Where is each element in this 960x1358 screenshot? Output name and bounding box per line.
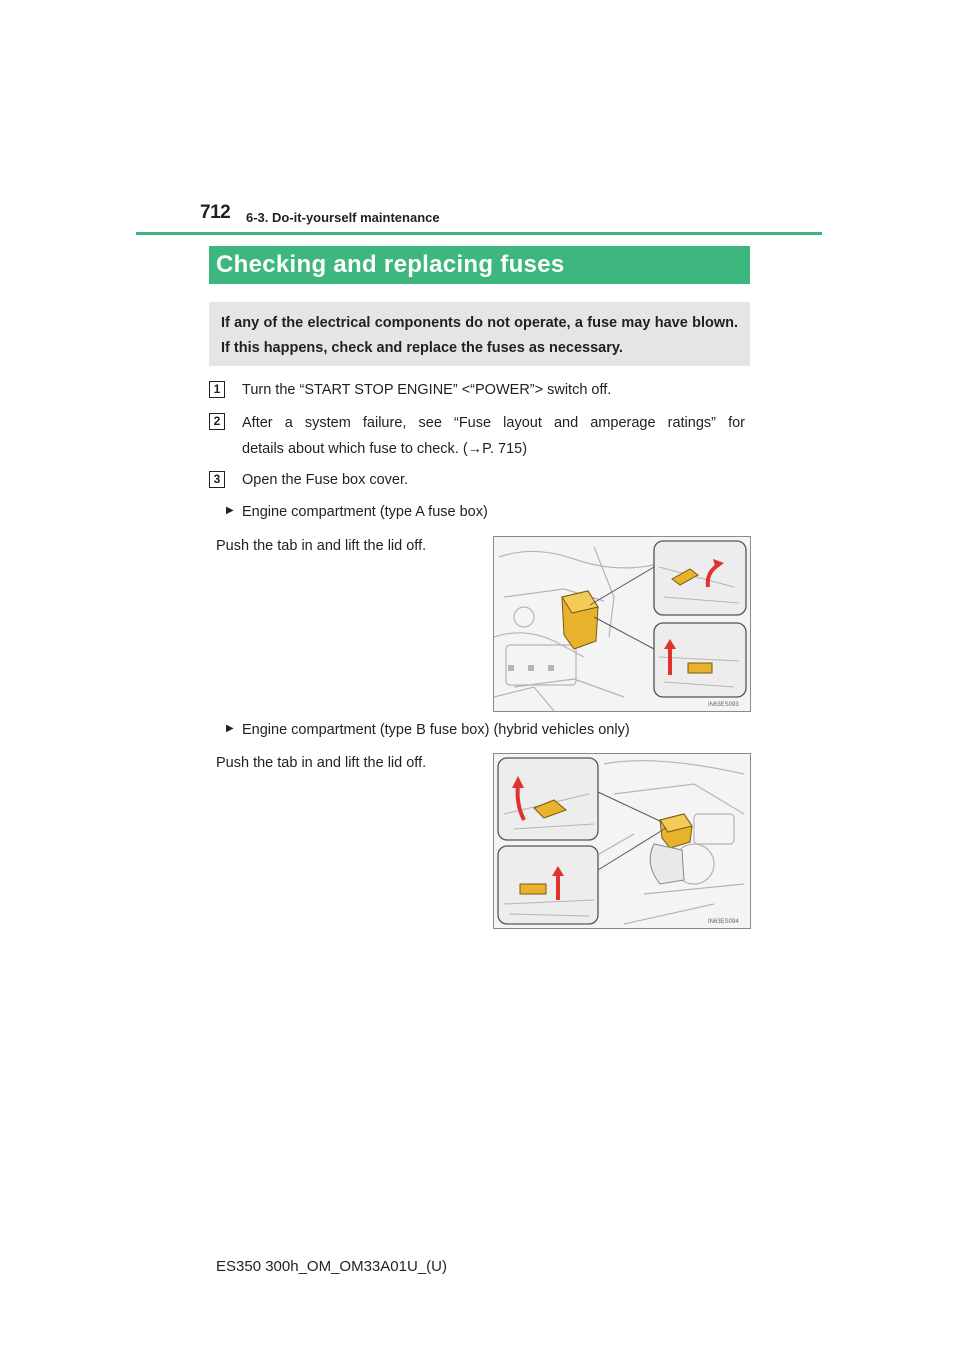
intro-box: If any of the electrical components do not operate, a fuse may have blown. If this happens, check and replace the fuses as necessary. xyxy=(209,302,750,366)
step-text-1: Turn the “START STOP ENGINE” <“POWER”> switch off. xyxy=(242,382,612,398)
section-a-heading: Engine compartment (type A fuse box) xyxy=(242,504,488,520)
figure-type-b-fuse-box xyxy=(493,753,751,929)
section-b-heading: Engine compartment (type B fuse box) (hybrid vehicles only) xyxy=(242,722,630,738)
header-rule xyxy=(136,232,822,235)
section-b-caption: Push the tab in and lift the lid off. xyxy=(216,755,427,771)
section-a-caption: Push the tab in and lift the lid off. xyxy=(216,538,427,554)
step-text-2-line1: After a system failure, see “Fuse layout and amperage ratings” for xyxy=(242,415,745,431)
step-number-2: 2 xyxy=(209,413,225,430)
page-title: Checking and replacing fuses xyxy=(209,246,750,284)
page-number: 712 xyxy=(200,202,231,223)
section-header: 6-3. Do-it-yourself maintenance xyxy=(246,210,440,225)
figure-type-a-fuse-box xyxy=(493,536,751,712)
bullet-arrow-icon: ▶ xyxy=(226,505,234,516)
figure-code-b: IN63ES094 xyxy=(708,919,739,925)
figure-code-a: IN63ES093 xyxy=(708,702,739,708)
step-number-3: 3 xyxy=(209,471,225,488)
step-text-3: Open the Fuse box cover. xyxy=(242,472,409,488)
bullet-arrow-icon: ▶ xyxy=(226,723,234,734)
footer-doc-code: ES350 300h_OM_OM33A01U_(U) xyxy=(216,1258,447,1275)
step-text-2-line2: details about which fuse to check. (→P. 715) xyxy=(242,441,528,457)
step-number-1: 1 xyxy=(209,381,225,398)
